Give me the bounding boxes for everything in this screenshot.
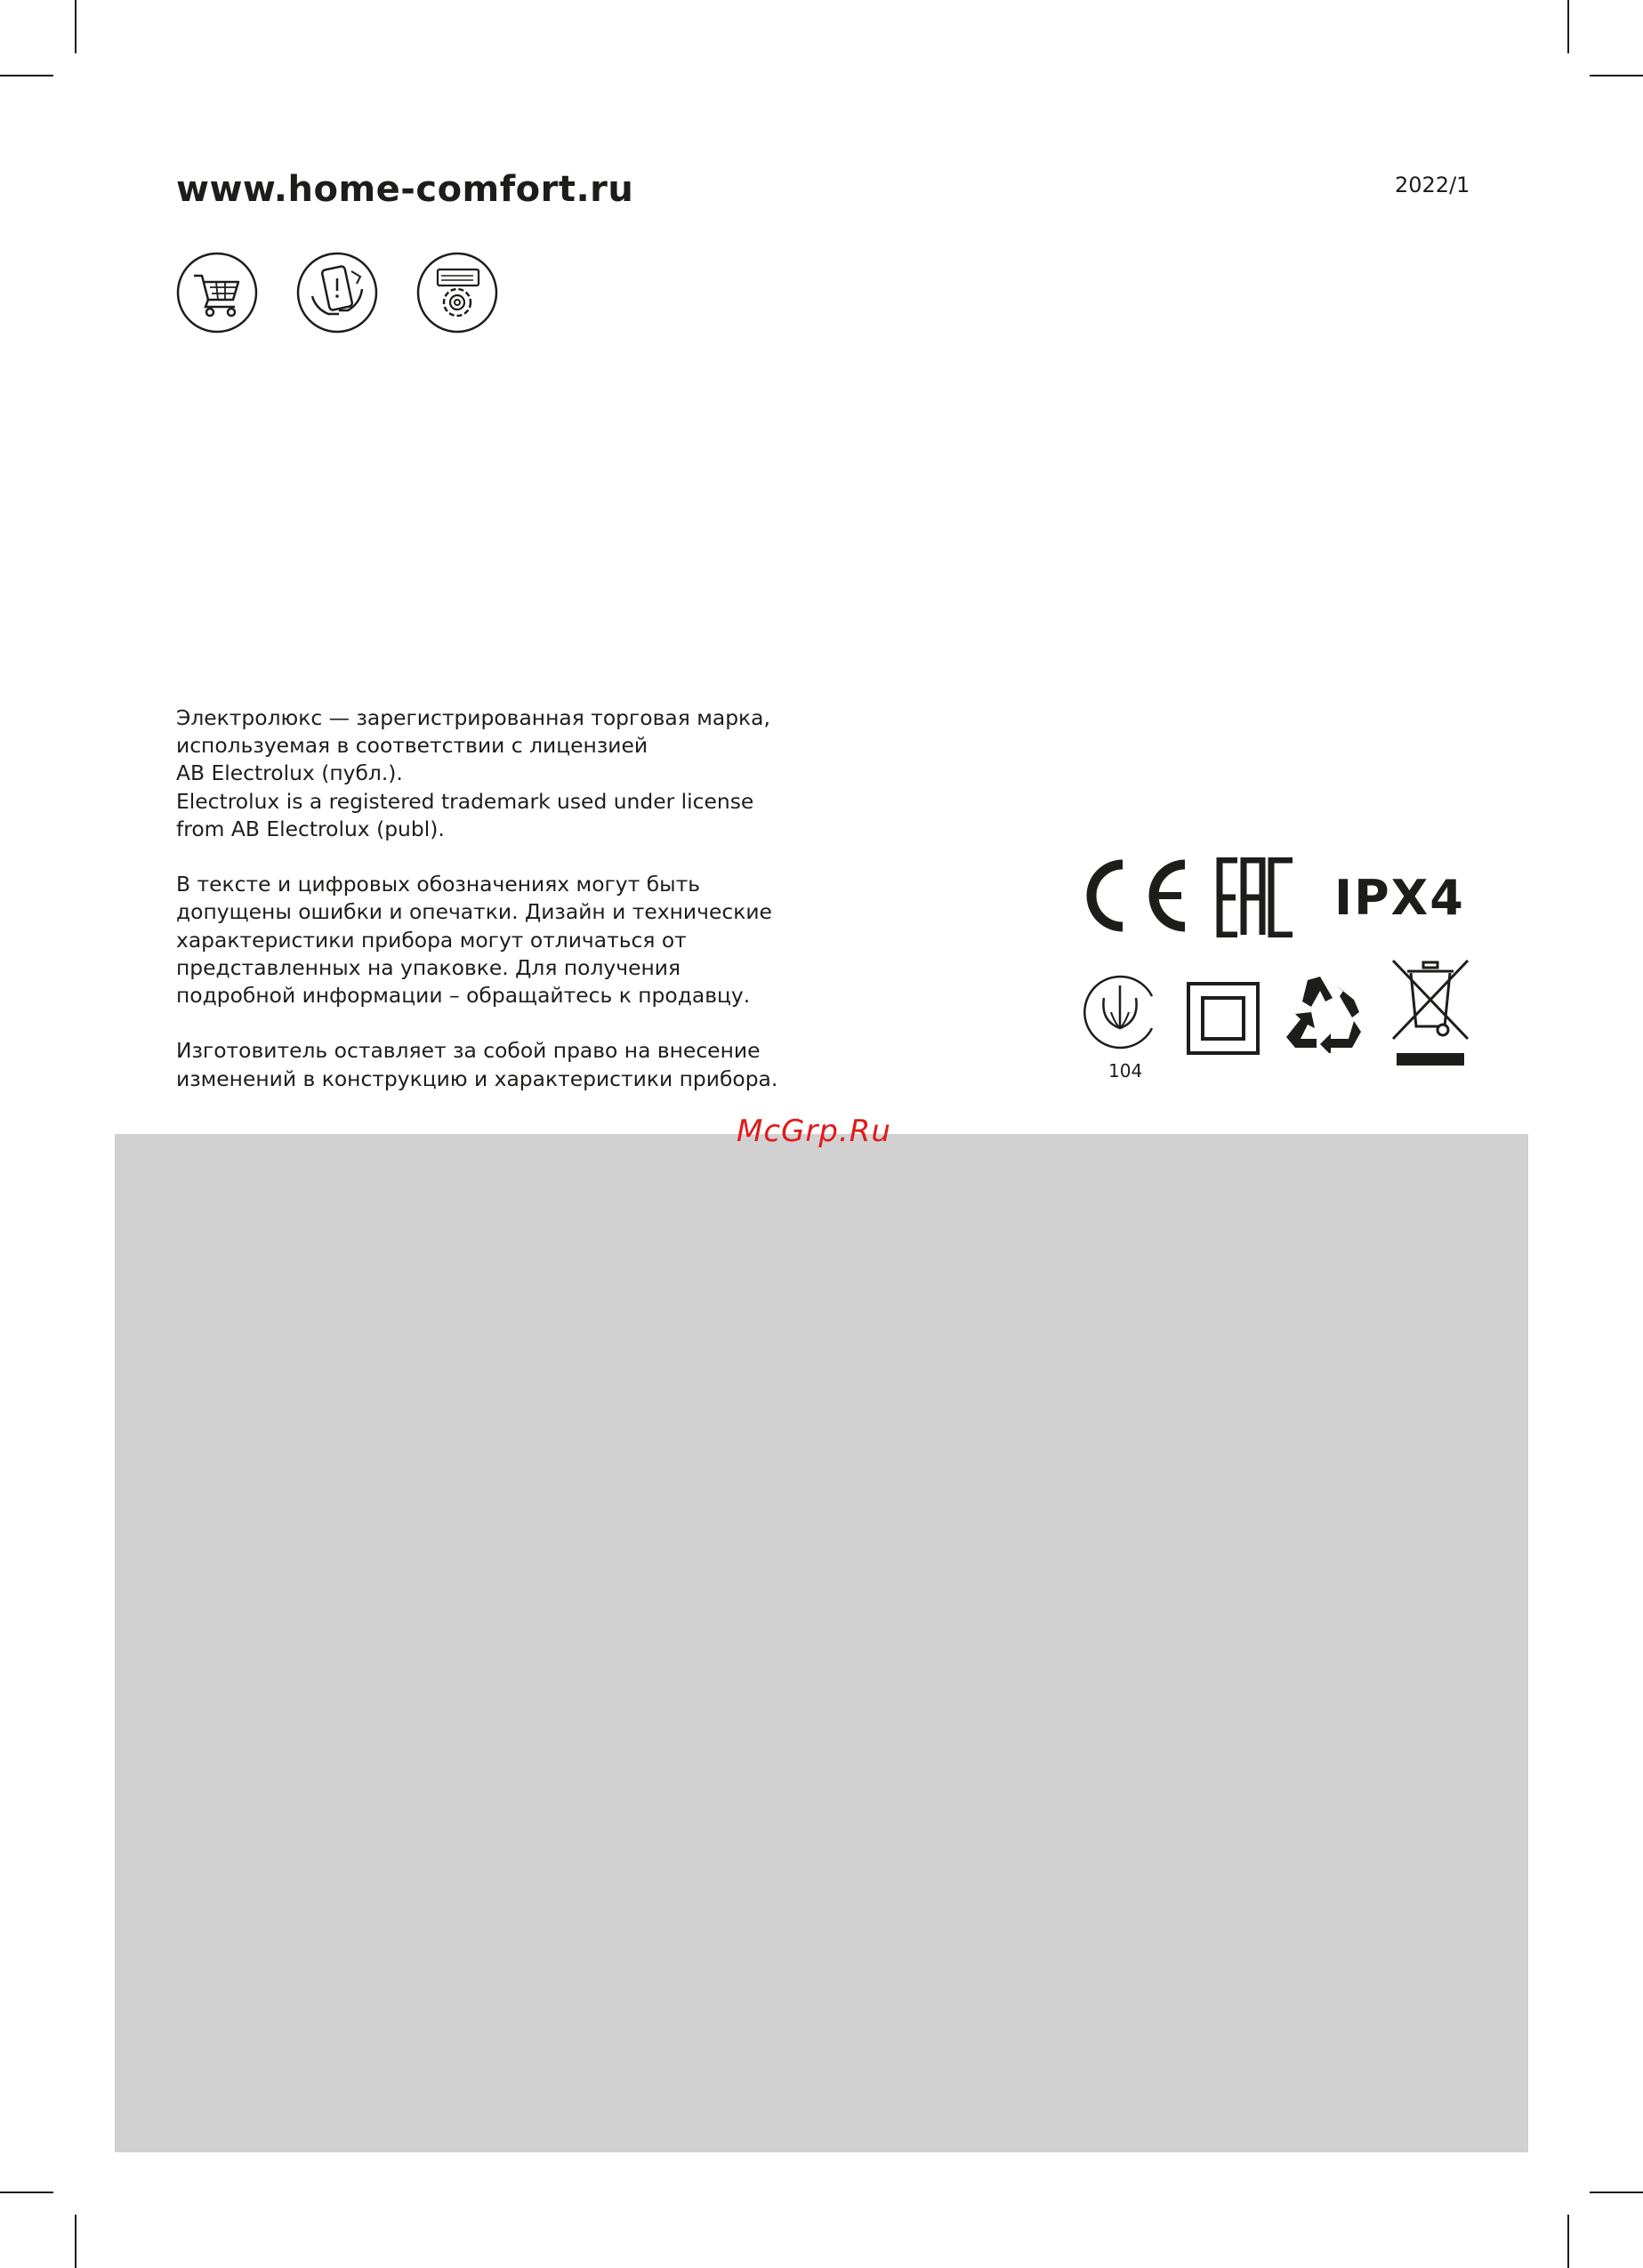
text-line: подробной информации – обращайтесь к продавцу. — [176, 983, 751, 1009]
watermark-text: McGrp.Ru — [737, 1114, 891, 1149]
recycle-icon — [1281, 973, 1365, 1053]
text-line: Electrolux is a registered trademark used under license — [176, 788, 754, 814]
ua-conformity-mark-icon — [1081, 973, 1159, 1051]
crop-mark — [0, 75, 53, 76]
legal-text — [176, 704, 852, 1121]
class-ii-double-insulation-icon — [1187, 982, 1260, 1055]
crop-mark — [0, 2192, 53, 2193]
crop-mark — [75, 0, 77, 53]
eac-mark-icon — [1216, 857, 1298, 937]
text-line: характеристики прибора могут отличаться от — [176, 927, 687, 953]
text-line: допущены ошибки и опечатки. Дизайн и технические — [176, 899, 772, 925]
website-url[interactable]: www.home-comfort.ru — [176, 169, 634, 210]
service-settings-icon — [416, 252, 498, 334]
weee-crossed-bin-icon — [1389, 957, 1471, 1071]
text-line: изменений в конструкцию и характеристики прибора. — [176, 1066, 778, 1091]
text-line: В тексте и цифровых обозначениях могут быть — [176, 872, 701, 897]
ua-mark-code: 104 — [1108, 1060, 1143, 1082]
text-line: Изготовитель оставляет за собой право на внесение — [176, 1038, 761, 1064]
ipx4-rating: IPX4 — [1334, 870, 1465, 926]
phone-support-icon — [296, 252, 378, 334]
gray-panel — [115, 1134, 1528, 2152]
edition-number: 2022/1 — [1395, 173, 1470, 197]
text-line: from AB Electrolux (publ). — [176, 816, 445, 841]
crop-mark — [1590, 75, 1643, 76]
ce-mark-icon — [1080, 856, 1192, 936]
crop-mark — [1590, 2192, 1643, 2193]
rights-paragraph — [176, 1037, 852, 1092]
crop-mark — [75, 2215, 77, 2268]
shopping-cart-icon — [176, 252, 258, 334]
text-line: используемая в соответствии с лицензией — [176, 733, 648, 759]
errata-paragraph — [176, 871, 852, 1009]
text-line: AB Electrolux (публ.). — [176, 760, 403, 786]
text-line: представленных на упаковке. Для получения — [176, 954, 681, 980]
crop-mark — [1567, 0, 1569, 53]
trademark-paragraph — [176, 704, 852, 843]
crop-mark — [1567, 2215, 1569, 2268]
text-line: Электролюкс — зарегистрированная торговая марка, — [176, 705, 770, 730]
